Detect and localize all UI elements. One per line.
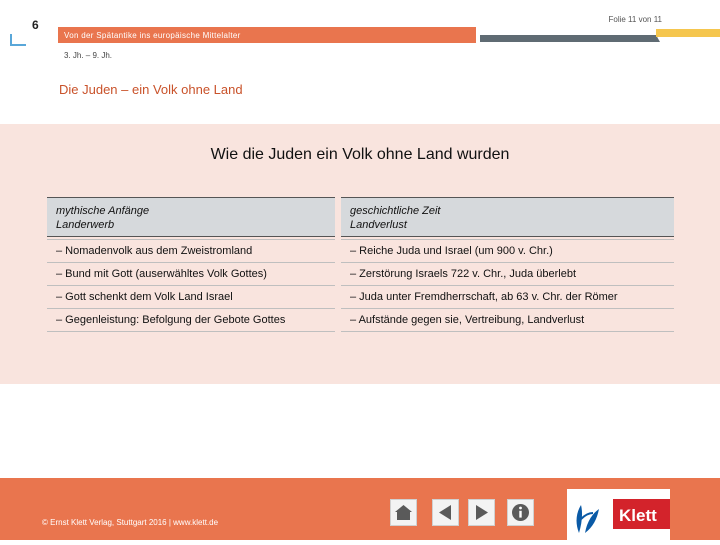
chapter-title-bar (58, 27, 476, 43)
slide-title: Die Juden – ein Volk ohne Land (59, 82, 243, 97)
back-button[interactable] (432, 499, 459, 526)
table-cell (47, 285, 335, 309)
info-button[interactable] (507, 499, 534, 526)
table-cell (47, 308, 335, 332)
forward-icon (471, 502, 492, 523)
slide-counter: Folie 11 von 11 (608, 15, 662, 24)
table-cell-text: – Reiche Juda und Israel (um 900 v. Chr.) (350, 245, 553, 257)
table-cell (47, 239, 335, 263)
info-icon (510, 502, 531, 523)
table-cell-text: – Bund mit Gott (auserwähltes Volk Gottes) (56, 268, 267, 280)
table-cell-text: – Nomadenvolk aus dem Zweistromland (56, 245, 253, 257)
era-label: 3. Jh. – 9. Jh. (64, 51, 113, 60)
table-cell (341, 308, 674, 332)
table-cell-text: – Gegenleistung: Befolgung der Gebote Gottes (56, 314, 286, 326)
table-cell-text: – Aufstände gegen sie, Vertreibung, Landverlust (350, 314, 585, 326)
chapter-bracket-decoration (10, 34, 26, 46)
table-cell (341, 239, 674, 263)
klett-logo-mark (567, 489, 670, 540)
table-cell (47, 262, 335, 286)
table-cell (341, 285, 674, 309)
klett-logo (567, 489, 670, 540)
table-cell-text: – Gott schenkt dem Volk Land Israel (56, 291, 233, 303)
content-title: Wie die Juden ein Volk ohne Land wurden (210, 146, 510, 163)
table-header-left (47, 197, 335, 237)
table-cell-text: – Zerstörung Israels 722 v. Chr., Juda überlebt (350, 268, 577, 280)
table-header-right-label: geschichtliche Zeit Landverlust (350, 205, 441, 231)
table-header-left-label: mythische Anfänge Landerwerb (56, 205, 150, 231)
table-header-right (341, 197, 674, 237)
header-gray-line (480, 35, 656, 42)
table-cell (341, 262, 674, 286)
chapter-number: 6 (32, 18, 39, 32)
chapter-title: Von der Spätantike ins europäische Mittelalter (64, 31, 241, 40)
header-yellow-line (656, 29, 720, 37)
home-icon (393, 502, 414, 523)
home-button[interactable] (390, 499, 417, 526)
copyright-text: © Ernst Klett Verlag, Stuttgart 2016 | www.klett.de (42, 518, 219, 527)
table-cell-text: – Juda unter Fremdherrschaft, ab 63 v. Chr. der Römer (350, 291, 618, 303)
back-icon (435, 502, 456, 523)
klett-logo-text: Klett (619, 506, 657, 525)
forward-button[interactable] (468, 499, 495, 526)
